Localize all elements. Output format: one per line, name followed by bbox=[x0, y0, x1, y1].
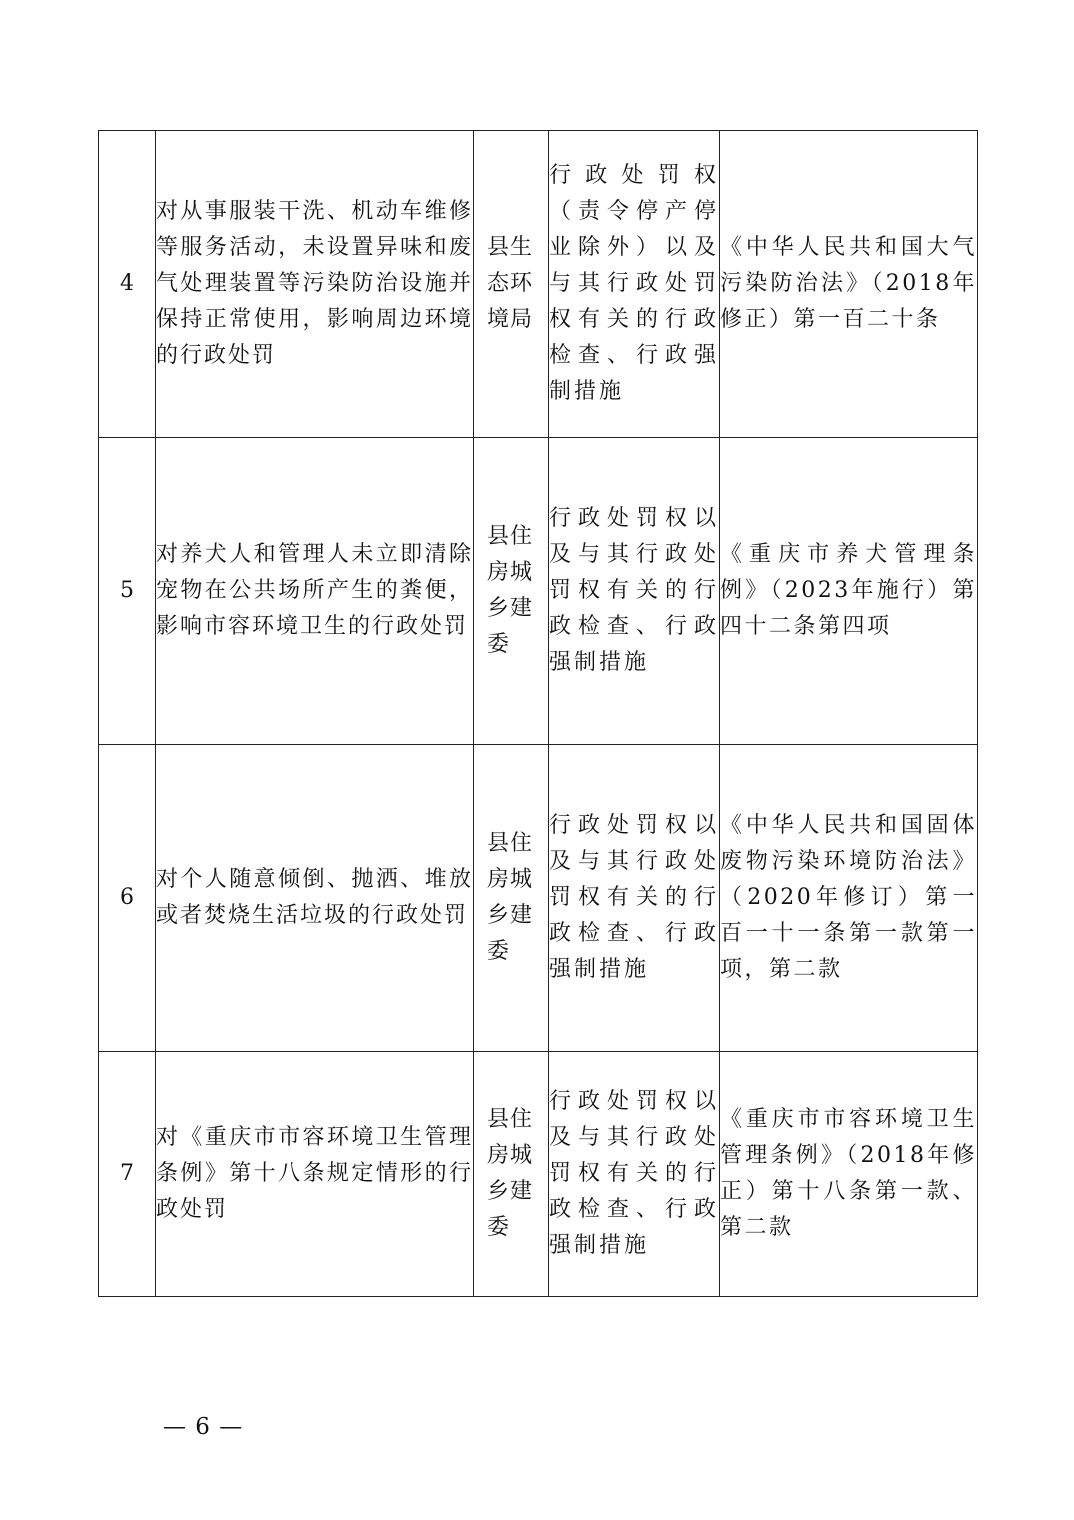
measures-table bbox=[98, 130, 978, 1297]
row-number: 7 bbox=[99, 1052, 156, 1297]
department-cell bbox=[474, 745, 549, 1052]
department-name: 县住房城乡建委 bbox=[487, 1107, 534, 1240]
table-row bbox=[99, 745, 978, 1052]
department-name: 县生态环境局 bbox=[487, 235, 534, 332]
table-row bbox=[99, 131, 978, 438]
legal-basis: 《重庆市市容环境卫生管理条例》（2018年修正）第十八条第一款、第二款 bbox=[720, 1052, 978, 1297]
row-number: 6 bbox=[99, 745, 156, 1052]
department-cell bbox=[474, 438, 549, 745]
authority-scope: 行政处罚权以及与其行政处罚权有关的行政检查、行政强制措施 bbox=[549, 438, 720, 745]
item-description: 对《重庆市市容环境卫生管理条例》第十八条规定情形的行政处罚 bbox=[156, 1052, 474, 1297]
authority-scope: 行政处罚权以及与其行政处罚权有关的行政检查、行政强制措施 bbox=[549, 745, 720, 1052]
authority-scope: 行政处罚权以及与其行政处罚权有关的行政检查、行政强制措施 bbox=[549, 1052, 720, 1297]
legal-basis: 《重庆市养犬管理条例》（2023年施行）第四十二条第四项 bbox=[720, 438, 978, 745]
table-row bbox=[99, 1052, 978, 1297]
legal-basis: 《中华人民共和国大气污染防治法》（2018年修正）第一百二十条 bbox=[720, 131, 978, 438]
department-cell bbox=[474, 1052, 549, 1297]
table-row bbox=[99, 438, 978, 745]
page-number: — 6 — bbox=[163, 1414, 244, 1440]
item-description: 对养犬人和管理人未立即清除宠物在公共场所产生的粪便，影响市容环境卫生的行政处罚 bbox=[156, 438, 474, 745]
authority-scope: 行政处罚权（责令停产停业除外）以及与其行政处罚权有关的行政检查、行政强制措施 bbox=[549, 131, 720, 438]
department-cell bbox=[474, 131, 549, 438]
department-name: 县住房城乡建委 bbox=[487, 831, 534, 964]
row-number: 4 bbox=[99, 131, 156, 438]
legal-basis: 《中华人民共和国固体废物污染环境防治法》（2020年修订）第一百一十一条第一款第一项，第二款 bbox=[720, 745, 978, 1052]
item-description: 对从事服装干洗、机动车维修等服务活动，未设置异味和废气处理装置等污染防治设施并保持正常使用，影响周边环境的行政处罚 bbox=[156, 131, 474, 438]
department-name: 县住房城乡建委 bbox=[487, 524, 534, 657]
row-number: 5 bbox=[99, 438, 156, 745]
item-description: 对个人随意倾倒、抛洒、堆放或者焚烧生活垃圾的行政处罚 bbox=[156, 745, 474, 1052]
